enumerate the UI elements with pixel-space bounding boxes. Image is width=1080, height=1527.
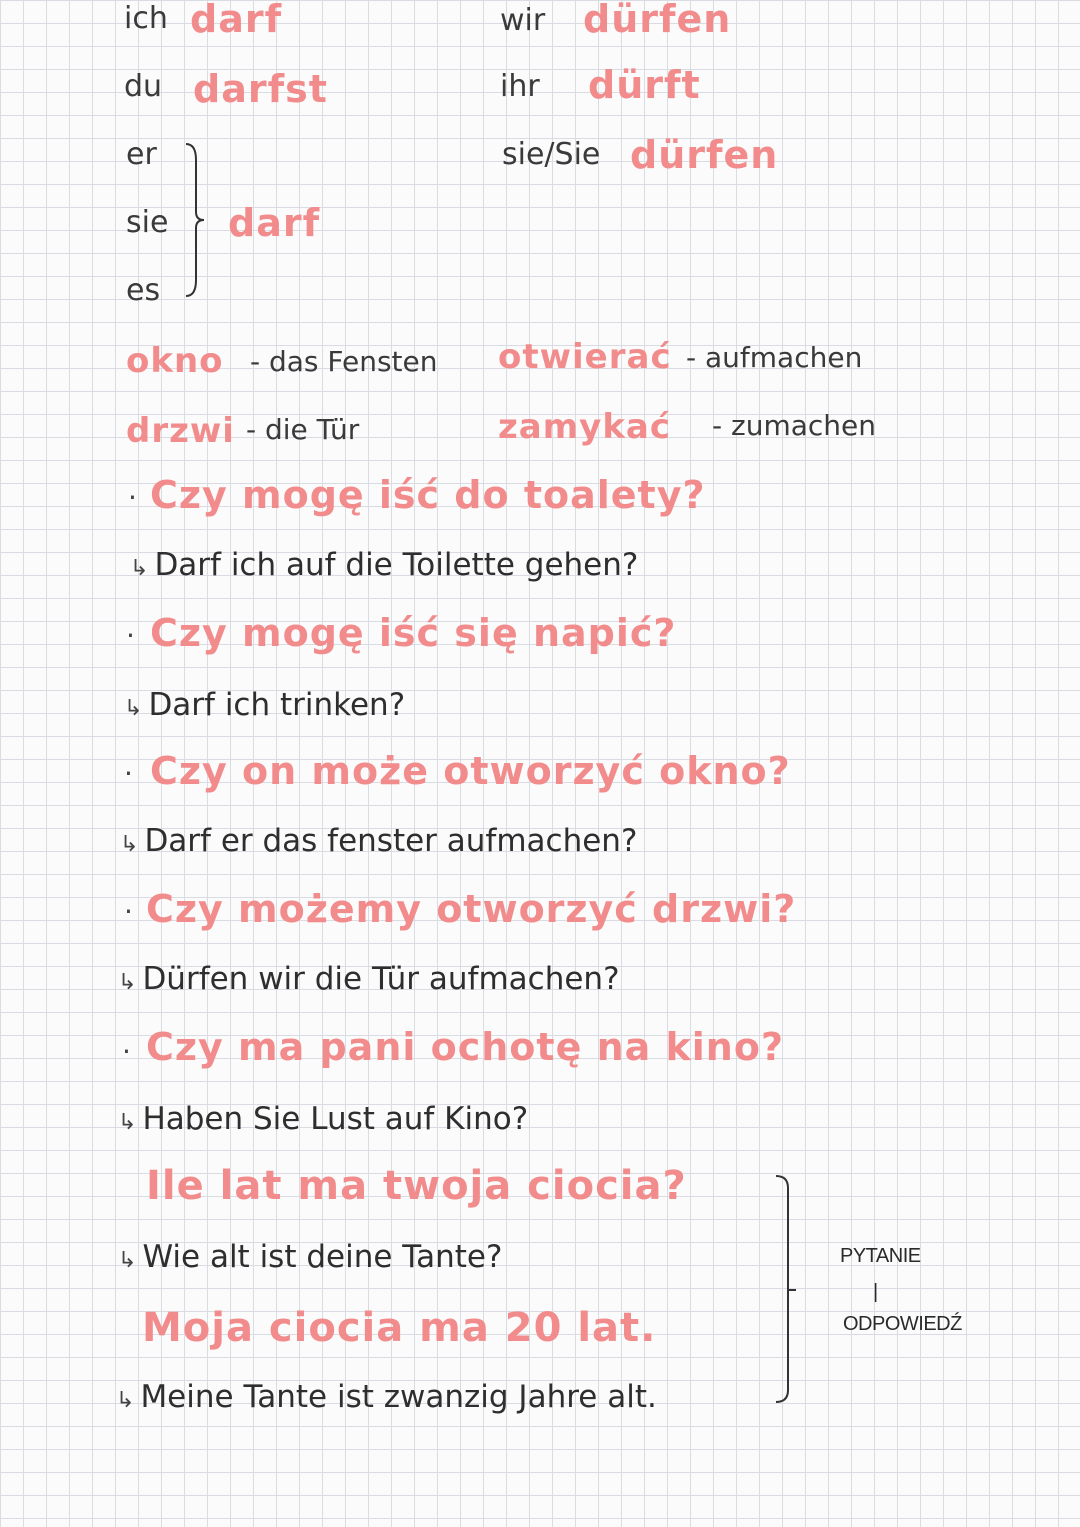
pronoun-wir: wir xyxy=(500,3,546,38)
vocab-zamykac-pl: zamykać xyxy=(498,407,672,447)
pronoun-er: er xyxy=(126,137,157,172)
sentence-3-pl: Czy on może otworzyć okno? xyxy=(150,749,791,793)
sentence-5-pl: Czy ma pani ochotę na kino? xyxy=(146,1025,785,1069)
pronoun-sie: sie xyxy=(126,205,169,240)
dialogue-answer-pl: Moja ciocia ma 20 lat. xyxy=(142,1305,657,1351)
form-sie-Sie: dürfen xyxy=(630,133,779,177)
bracket-dialogue xyxy=(770,1172,806,1406)
arrow-icon: ↳ xyxy=(124,696,143,721)
sentence-3-de: ↳ Darf er das fenster aufmachen? xyxy=(120,823,638,859)
vocab-okno-de: - das Fensten xyxy=(250,345,438,378)
bullet: · xyxy=(122,1035,131,1068)
side-note-question: PYTANIE xyxy=(840,1245,921,1267)
sentence-1-de: ↳ Darf ich auf die Toilette gehen? xyxy=(130,547,639,583)
bullet: · xyxy=(124,895,133,928)
sentence-4-pl: Czy możemy otworzyć drzwi? xyxy=(146,887,797,931)
sentence-2-pl: Czy mogę iść się napić? xyxy=(150,611,677,655)
pronoun-ihr: ihr xyxy=(500,69,540,104)
form-er-sie-es: darf xyxy=(228,201,321,245)
arrow-icon: ↳ xyxy=(120,832,139,857)
arrow-icon: ↳ xyxy=(116,1388,135,1413)
arrow-icon: ↳ xyxy=(130,556,149,581)
brace-er-sie-es xyxy=(182,140,212,300)
arrow-icon: ↳ xyxy=(118,1248,137,1273)
bullet: · xyxy=(124,757,133,790)
pronoun-es: es xyxy=(126,273,161,308)
pronoun-sie-Sie: sie/Sie xyxy=(502,137,601,172)
form-wir: dürfen xyxy=(583,0,732,41)
arrow-icon: ↳ xyxy=(118,970,137,995)
bullet: · xyxy=(128,481,137,514)
form-ich: darf xyxy=(190,0,283,41)
vocab-otwierac-pl: otwierać xyxy=(498,337,672,377)
sentence-2-de: ↳ Darf ich trinken? xyxy=(124,687,406,723)
sentence-5-de: ↳ Haben Sie Lust auf Kino? xyxy=(118,1101,529,1137)
sentence-1-pl: Czy mogę iść do toalety? xyxy=(150,473,706,517)
dialogue-answer-de: ↳ Meine Tante ist zwanzig Jahre alt. xyxy=(116,1379,657,1415)
arrow-icon: ↳ xyxy=(118,1110,137,1135)
side-note-answer: ODPOWIEDŹ xyxy=(843,1313,962,1335)
vocab-zamykac-de: - zumachen xyxy=(712,409,876,442)
pronoun-ich: ich xyxy=(124,1,168,36)
vocab-drzwi-de: - die Tür xyxy=(246,413,360,446)
form-du: darfst xyxy=(193,67,328,111)
vocab-drzwi-pl: drzwi xyxy=(126,411,235,451)
bullet: · xyxy=(126,619,135,652)
dialogue-question-de: ↳ Wie alt ist deine Tante? xyxy=(118,1239,503,1275)
side-note-divider: | xyxy=(873,1281,878,1303)
form-ihr: dürft xyxy=(588,63,701,107)
dialogue-question-pl: Ile lat ma twoja ciocia? xyxy=(146,1163,687,1209)
vocab-otwierac-de: - aufmachen xyxy=(686,341,863,374)
pronoun-du: du xyxy=(124,69,163,104)
sentence-4-de: ↳ Dürfen wir die Tür aufmachen? xyxy=(118,961,620,997)
vocab-okno-pl: okno xyxy=(126,341,224,381)
